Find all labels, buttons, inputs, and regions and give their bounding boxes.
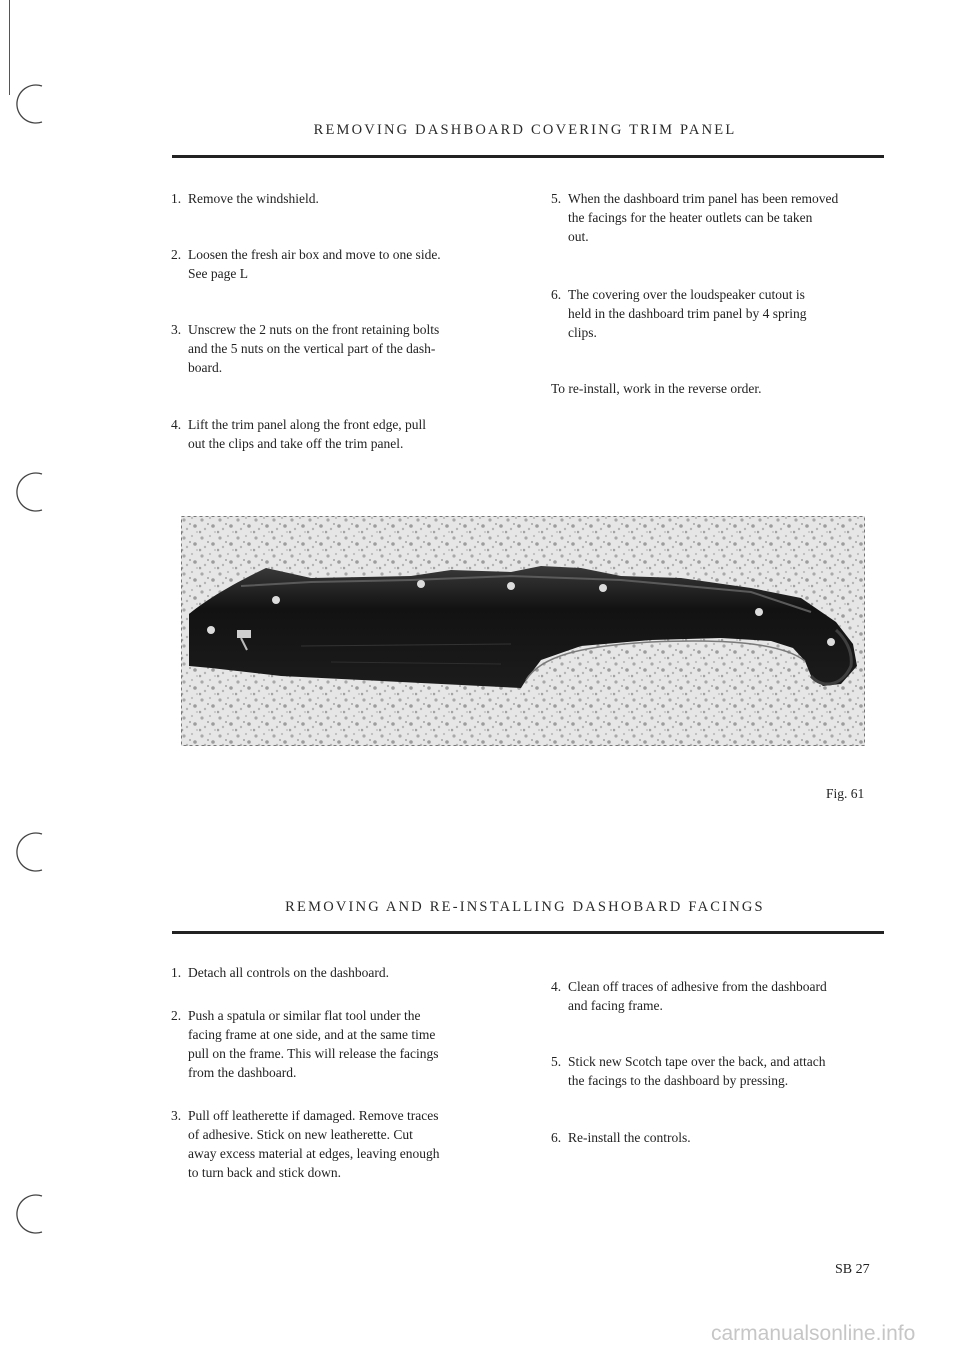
- facings-step-4: 4. Clean off traces of adhesive from the dashboard and facing frame.: [551, 979, 827, 1013]
- page-number: SB 27: [835, 1262, 870, 1277]
- section-title-facings: REMOVING AND RE-INSTALLING DASHOBARD FACINGS: [285, 899, 765, 915]
- title-rule: [172, 931, 884, 934]
- punch-hole-icon: [12, 470, 56, 514]
- step-4: 4. Lift the trim panel along the front edge, pull out the clips and take off the trim panel.: [171, 417, 427, 451]
- step-6: 6. The covering over the loudspeaker cutout is held in the dashboard trim panel by 4 spring clips.: [551, 287, 807, 340]
- punch-hole-icon: [12, 830, 56, 874]
- step-5: 5. When the dashboard trim panel has been removed the facings for the heater outlets can be taken out.: [551, 191, 839, 244]
- step-2: 2. Loosen the fresh air box and move to one side. See page L: [171, 247, 441, 281]
- watermark: carmanualsonline.info: [711, 1322, 916, 1345]
- binder-edge-line: [9, 0, 10, 95]
- figure-caption: Fig. 61: [826, 786, 865, 801]
- reinstall-note: To re-install, work in the reverse order.: [551, 381, 762, 396]
- punch-hole-icon: [12, 82, 56, 126]
- dashboard-trim-panel-photo: [181, 516, 865, 746]
- facings-step-5: 5. Stick new Scotch tape over the back, and attach the facings to the dashboard by pressing.: [551, 1054, 826, 1088]
- section-title-trim-panel: REMOVING DASHBOARD COVERING TRIM PANEL: [313, 122, 737, 138]
- facings-step-3: 3. Pull off leatherette if damaged. Remove traces of adhesive. Stick on new leatherette. Cut away excess material at edges, leaving enough to turn back and stick down.: [171, 1108, 440, 1180]
- step-3: 3. Unscrew the 2 nuts on the front retaining bolts and the 5 nuts on the vertical part of the dash- board.: [171, 322, 440, 375]
- punch-hole-icon: [12, 1192, 56, 1236]
- facings-step-2: 2. Push a spatula or similar flat tool under the facing frame at one side, and at the same time pull on the frame. This will release the facings from the dashboard.: [171, 1008, 439, 1080]
- title-rule: [172, 155, 884, 158]
